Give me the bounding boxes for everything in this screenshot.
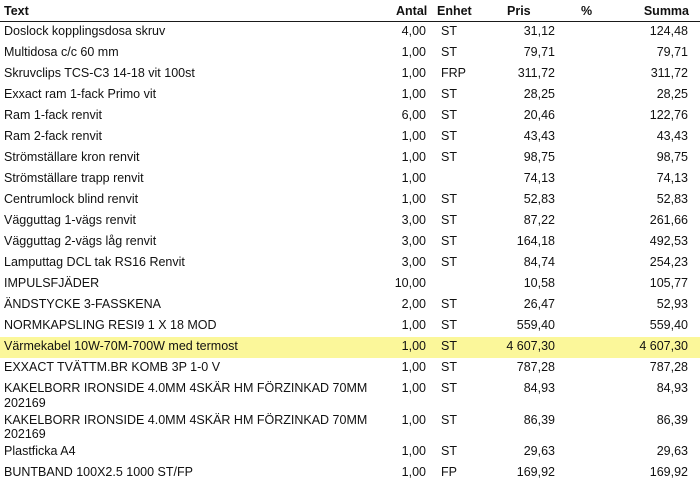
cell-enhet: ST	[441, 360, 457, 374]
cell-text: EXXACT TVÄTTM.BR KOMB 3P 1-0 V	[4, 360, 221, 374]
cell-antal: 1,00	[401, 339, 426, 353]
cell-text: Strömställare trapp renvit	[4, 171, 144, 185]
cell-text: KAKELBORR IRONSIDE 4.0MM 4SKÄR HM FÖRZINKAD 70MM 202169	[4, 412, 368, 441]
cell-antal: 1,00	[401, 360, 426, 374]
cell-summa: 52,83	[656, 192, 688, 206]
cell-enhet: ST	[441, 150, 457, 164]
table-row	[0, 411, 700, 443]
table-row	[0, 43, 700, 64]
cell-text: Skruvclips TCS-C3 14-18 vit 100st	[4, 66, 195, 80]
cell-text: Lamputtag DCL tak RS16 Renvit	[4, 255, 185, 269]
cell-pris: 787,28	[516, 360, 555, 374]
cell-text: Exxact ram 1-fack Primo vit	[4, 87, 157, 101]
cell-enhet: ST	[441, 444, 457, 458]
cell-summa: 84,93	[656, 381, 688, 395]
cell-pris: 84,74	[523, 255, 555, 269]
cell-summa: 86,39	[656, 412, 688, 427]
cell-text: Strömställare kron renvit	[4, 150, 140, 164]
cell-summa: 559,40	[649, 318, 688, 332]
cell-pris: 28,25	[523, 87, 555, 101]
cell-summa: 52,93	[656, 297, 688, 311]
cell-pris: 169,92	[516, 465, 555, 479]
cell-enhet: ST	[441, 213, 457, 227]
cell-summa: 98,75	[656, 150, 688, 164]
table-row	[0, 232, 700, 253]
cell-pris: 84,93	[523, 381, 555, 395]
cell-antal: 1,00	[401, 465, 426, 479]
cell-enhet: ST	[441, 318, 457, 332]
table-row	[0, 64, 700, 85]
cell-summa: 169,92	[649, 465, 688, 479]
table-row	[0, 316, 700, 337]
cell-antal: 1,00	[401, 381, 426, 395]
cell-enhet: FRP	[441, 66, 466, 80]
cell-summa: 254,23	[649, 255, 688, 269]
table-row	[0, 253, 700, 274]
cell-text: BUNTBAND 100X2.5 1000 ST/FP	[4, 465, 193, 479]
cell-text: Doslock kopplingsdosa skruv	[4, 24, 166, 38]
header-percent: %	[581, 4, 593, 18]
cell-text: Plastficka A4	[4, 444, 76, 458]
cell-text: Ram 2-fack renvit	[4, 129, 102, 143]
cell-enhet: ST	[441, 45, 457, 59]
cell-antal: 3,00	[401, 213, 426, 227]
cell-pris: 43,43	[523, 129, 555, 143]
cell-pris: 29,63	[523, 444, 555, 458]
cell-enhet: ST	[441, 108, 457, 122]
cell-pris: 74,13	[523, 171, 555, 185]
cell-antal: 1,00	[401, 87, 426, 101]
cell-pris: 559,40	[516, 318, 555, 332]
cell-antal: 10,00	[394, 276, 426, 290]
header-text: Text	[4, 4, 29, 18]
cell-text: KAKELBORR IRONSIDE 4.0MM 4SKÄR HM FÖRZINKAD 70MM 202169	[4, 381, 368, 410]
table-row	[0, 358, 700, 379]
cell-antal: 1,00	[401, 66, 426, 80]
cell-antal: 1,00	[401, 150, 426, 164]
table-row	[0, 190, 700, 211]
cell-pris: 26,47	[523, 297, 555, 311]
cell-pris: 52,83	[523, 192, 555, 206]
cell-text: NORMKAPSLING RESI9 1 X 18 MOD	[4, 318, 217, 332]
cell-antal: 1,00	[401, 318, 426, 332]
cell-pris: 98,75	[523, 150, 555, 164]
table-row-highlighted	[0, 337, 700, 358]
header-antal: Antal	[396, 4, 428, 18]
cell-antal: 1,00	[401, 412, 426, 427]
cell-pris: 87,22	[523, 213, 555, 227]
header-enhet: Enhet	[437, 4, 472, 18]
cell-antal: 6,00	[401, 108, 426, 122]
cell-antal: 1,00	[401, 444, 426, 458]
table-row	[0, 106, 700, 127]
cell-antal: 1,00	[401, 129, 426, 143]
cell-enhet: ST	[441, 234, 457, 248]
cell-antal: 1,00	[401, 45, 426, 59]
table-row	[0, 85, 700, 106]
cell-summa: 261,66	[649, 213, 688, 227]
table-row	[0, 463, 700, 484]
cell-enhet: ST	[441, 297, 457, 311]
table-row	[0, 169, 700, 190]
cell-enhet: ST	[441, 412, 457, 427]
cell-summa: 4 607,30	[639, 339, 688, 353]
table-row	[0, 127, 700, 148]
cell-enhet: ST	[441, 339, 457, 353]
cell-summa: 311,72	[650, 66, 688, 80]
cell-antal: 1,00	[401, 192, 426, 206]
cell-pris: 164,18	[516, 234, 555, 248]
cell-summa: 43,43	[656, 129, 688, 143]
cell-summa: 29,63	[656, 444, 688, 458]
cell-pris: 10,58	[523, 276, 555, 290]
cell-text: Centrumlock blind renvit	[4, 192, 139, 206]
table-row	[0, 22, 700, 43]
cell-pris: 20,46	[523, 108, 555, 122]
cell-summa: 28,25	[656, 87, 688, 101]
cell-enhet: FP	[441, 465, 457, 479]
cell-summa: 492,53	[649, 234, 688, 248]
cell-summa: 787,28	[649, 360, 688, 374]
table-row	[0, 211, 700, 232]
cell-antal: 4,00	[401, 24, 426, 38]
cell-antal: 3,00	[401, 255, 426, 269]
cell-antal: 3,00	[401, 234, 426, 248]
table-row	[0, 379, 700, 411]
table-header	[0, 0, 700, 22]
cell-enhet: ST	[441, 192, 457, 206]
cell-enhet: ST	[441, 381, 457, 395]
cell-antal: 1,00	[401, 171, 426, 185]
cell-enhet: ST	[441, 129, 457, 143]
cell-text: IMPULSFJÄDER	[4, 276, 100, 290]
cell-summa: 79,71	[656, 45, 688, 59]
table-body	[0, 22, 700, 484]
cell-enhet: ST	[441, 24, 457, 38]
cell-text: Multidosa c/c 60 mm	[4, 45, 119, 59]
header-pris: Pris	[507, 4, 531, 18]
cell-text: Vägguttag 2-vägs låg renvit	[4, 234, 157, 248]
table-row	[0, 295, 700, 316]
cell-summa: 124,48	[649, 24, 688, 38]
cell-pris: 311,72	[517, 66, 555, 80]
cell-summa: 105,77	[649, 276, 688, 290]
cell-text: Vägguttag 1-vägs renvit	[4, 213, 137, 227]
cell-text: Ram 1-fack renvit	[4, 108, 102, 122]
cell-enhet: ST	[441, 255, 457, 269]
cell-pris: 86,39	[523, 412, 555, 427]
cell-text: Värmekabel 10W-70M-700W med termost	[4, 339, 238, 353]
cell-text: ÄNDSTYCKE 3-FASSKENA	[4, 297, 161, 311]
table-row	[0, 274, 700, 295]
cell-pris: 4 607,30	[506, 339, 555, 353]
cell-pris: 31,12	[523, 24, 555, 38]
cell-enhet: ST	[441, 87, 457, 101]
header-summa: Summa	[643, 4, 689, 18]
table-row	[0, 148, 700, 169]
cell-antal: 2,00	[401, 297, 426, 311]
cell-pris: 79,71	[523, 45, 555, 59]
cell-summa: 122,76	[649, 108, 688, 122]
table-row	[0, 442, 700, 463]
cell-summa: 74,13	[656, 171, 688, 185]
